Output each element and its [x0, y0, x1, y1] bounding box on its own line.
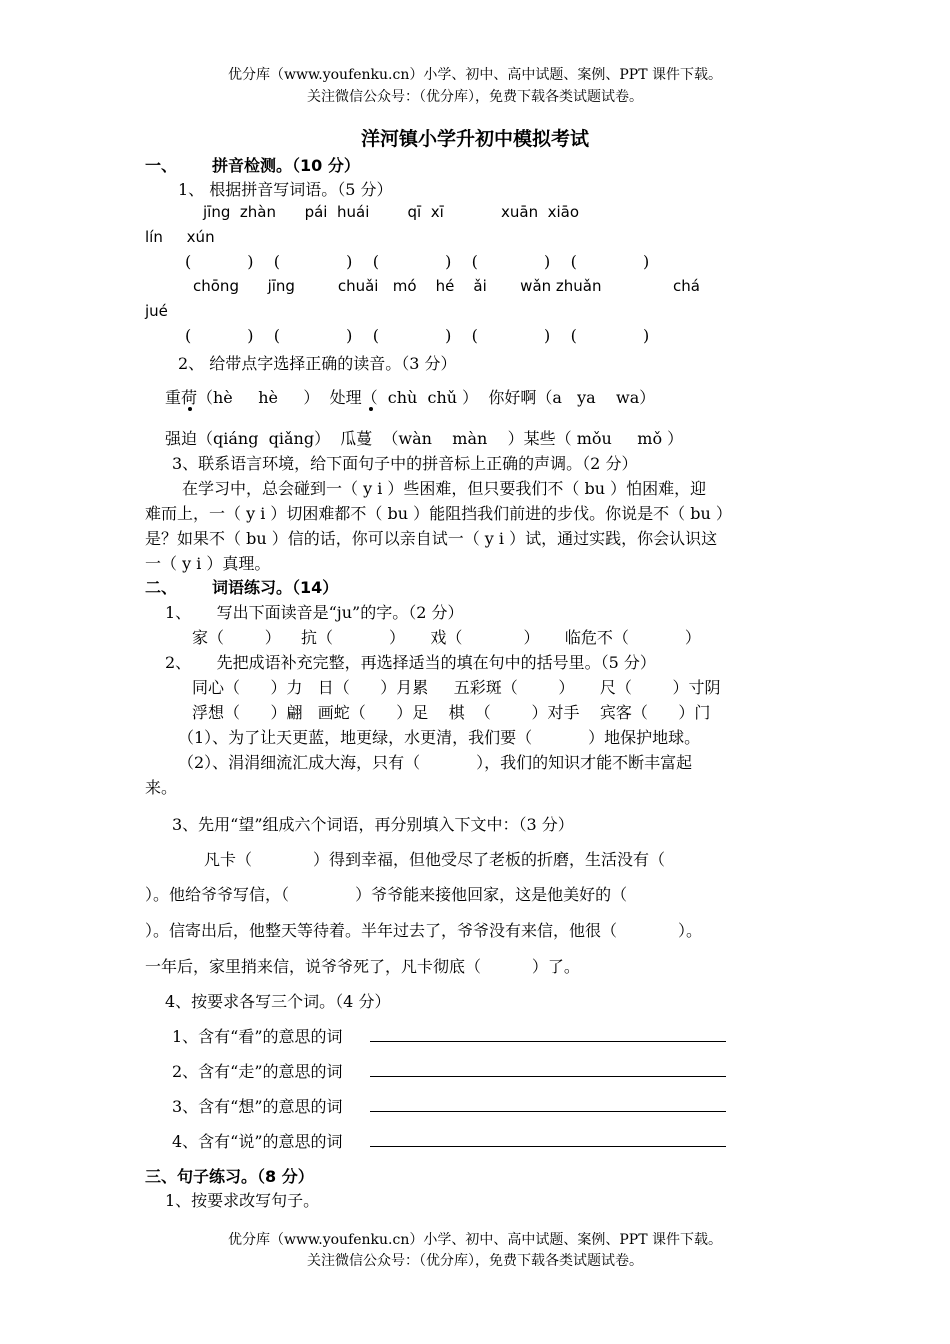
section-1-heading: 拼音检测。（10 分） [212, 156, 360, 175]
s1-q3-para-3: 是？如果不（ bu ）信的话，你可以亲自试一（ y i ）试，通过实践，你会认识这 [145, 529, 718, 548]
pinyin-row-1: jīng zhàn pái huái qī xī xuān xiāo [203, 203, 580, 221]
section-2-number: 二、 [145, 578, 178, 597]
s2-q3-prompt: 3、先用“望”组成六个词语，再分别填入下文中：（3 分） [172, 815, 574, 834]
s1-q2-prompt: 2、 给带点字选择正确的读音。（3 分） [178, 354, 457, 373]
s2-q1-prompt: 1、 写出下面读音是“ju”的字。（2 分） [165, 603, 464, 622]
s2-q4-item-3: 3、含有“想”的意思的词 [172, 1097, 343, 1116]
s1-q1-prompt: 1、 根据拼音写词语。（5 分） [178, 180, 393, 199]
s1-q3-para-4: 一（ y i ）真理。 [145, 554, 271, 573]
s1-q3-para-2: 难而上，一（ y i ）切困难都不（ bu ）能阻挡我们前进的步伐。你说是不（ bu ） [145, 504, 732, 523]
section-1-number: 一、 [145, 156, 178, 175]
s1-q3-para-1: 在学习中，总会碰到一（ y i ）些困难，但只要我们不（ bu ）怕困难，迎 [182, 479, 707, 498]
section-2-heading: 词语练习。（14） [212, 578, 339, 597]
s2-q3-para-1: 凡卡（ ）得到幸福，但他受尽了老板的折磨，生活没有（ [204, 850, 666, 869]
answer-line[interactable] [370, 1076, 726, 1077]
emphasis-dot [188, 407, 192, 411]
emphasis-dot [369, 407, 373, 411]
pinyin-row-2-wrap: jué [145, 302, 168, 320]
answer-brackets-row-1: ( ) ( ) ( ) ( ) ( ) [185, 252, 650, 271]
s2-q2-sentence-1: （1）、为了让天更蓝，地更绿，水更清，我们要（ ）地保护地球。 [178, 728, 701, 747]
footer-line-2: 关注微信公众号：（优分库），免费下载各类试题试卷。 [307, 1253, 643, 1269]
s2-q2-sentence-2-wrap: 来。 [145, 778, 178, 797]
s2-q3-para-2: ）。他给爷爷写信，（ ）爷爷能来接他回家，这是他美好的（ [145, 885, 628, 904]
s2-q4-prompt: 4、按要求各写三个词。（4 分） [165, 992, 391, 1011]
header-line-2: 关注微信公众号：（优分库），免费下载各类试题试卷。 [307, 89, 643, 105]
s1-q2-line-2: 强迫（qiáng qiǎng） 瓜蔓 （wàn màn ）某些（ mǒu mǒ ） [165, 429, 684, 448]
answer-line[interactable] [370, 1146, 726, 1147]
answer-line[interactable] [370, 1111, 726, 1112]
s2-q3-para-4: 一年后，家里捎来信，说爷爷死了，凡卡彻底（ ）了。 [145, 957, 580, 976]
s2-q4-item-1: 1、含有“看”的意思的词 [172, 1027, 343, 1046]
s2-q2-prompt: 2、 先把成语补充完整，再选择适当的填在句中的括号里。（5 分） [165, 653, 656, 672]
s2-q1-line: 家（ ） 抗（ ） 戏（ ） 临危不（ ） [192, 628, 701, 647]
s1-q2-line-1: 重荷（hè hè ） 处理（ chù chǔ ） 你好啊（a ya wa） [165, 388, 656, 407]
pinyin-row-2: chōng jīng chuǎi mó hé ǎi wǎn zhuǎn chá [193, 277, 700, 295]
s2-q3-para-3: ）。信寄出后，他整天等待着。半年过去了，爷爷没有来信，他很（ ）。 [145, 921, 703, 940]
s2-q4-item-4: 4、含有“说”的意思的词 [172, 1132, 343, 1151]
header-line-1: 优分库（www.youfenku.cn）小学、初中、高中试题、案例、PPT 课件下载。 [227, 67, 722, 83]
pinyin-row-1-wrap: lín xún [145, 228, 215, 246]
s2-q2-idioms-1: 同心（ ）力 日（ ）月累 五彩斑（ ） 尺（ ）寸阴 [192, 678, 721, 697]
answer-line[interactable] [370, 1041, 726, 1042]
answer-brackets-row-2: ( ) ( ) ( ) ( ) ( ) [185, 326, 650, 345]
section-3-heading: 三、句子练习。（8 分） [145, 1167, 314, 1186]
footer-line-1: 优分库（www.youfenku.cn）小学、初中、高中试题、案例、PPT 课件下载。 [227, 1232, 722, 1248]
s2-q2-sentence-2: （2）、涓涓细流汇成大海，只有（ ），我们的知识才能不断丰富起 [178, 753, 693, 772]
page-title: 洋河镇小学升初中模拟考试 [360, 128, 589, 150]
s2-q2-idioms-2: 浮想（ ）翩 画蛇（ ）足 棋 （ ）对手 宾客（ ）门 [192, 703, 711, 722]
s1-q3-prompt: 3、联系语言环境，给下面句子中的拼音标上正确的声调。（2 分） [172, 454, 638, 473]
s2-q4-item-2: 2、含有“走”的意思的词 [172, 1062, 343, 1081]
s3-q1-prompt: 1、按要求改写句子。 [165, 1191, 320, 1210]
